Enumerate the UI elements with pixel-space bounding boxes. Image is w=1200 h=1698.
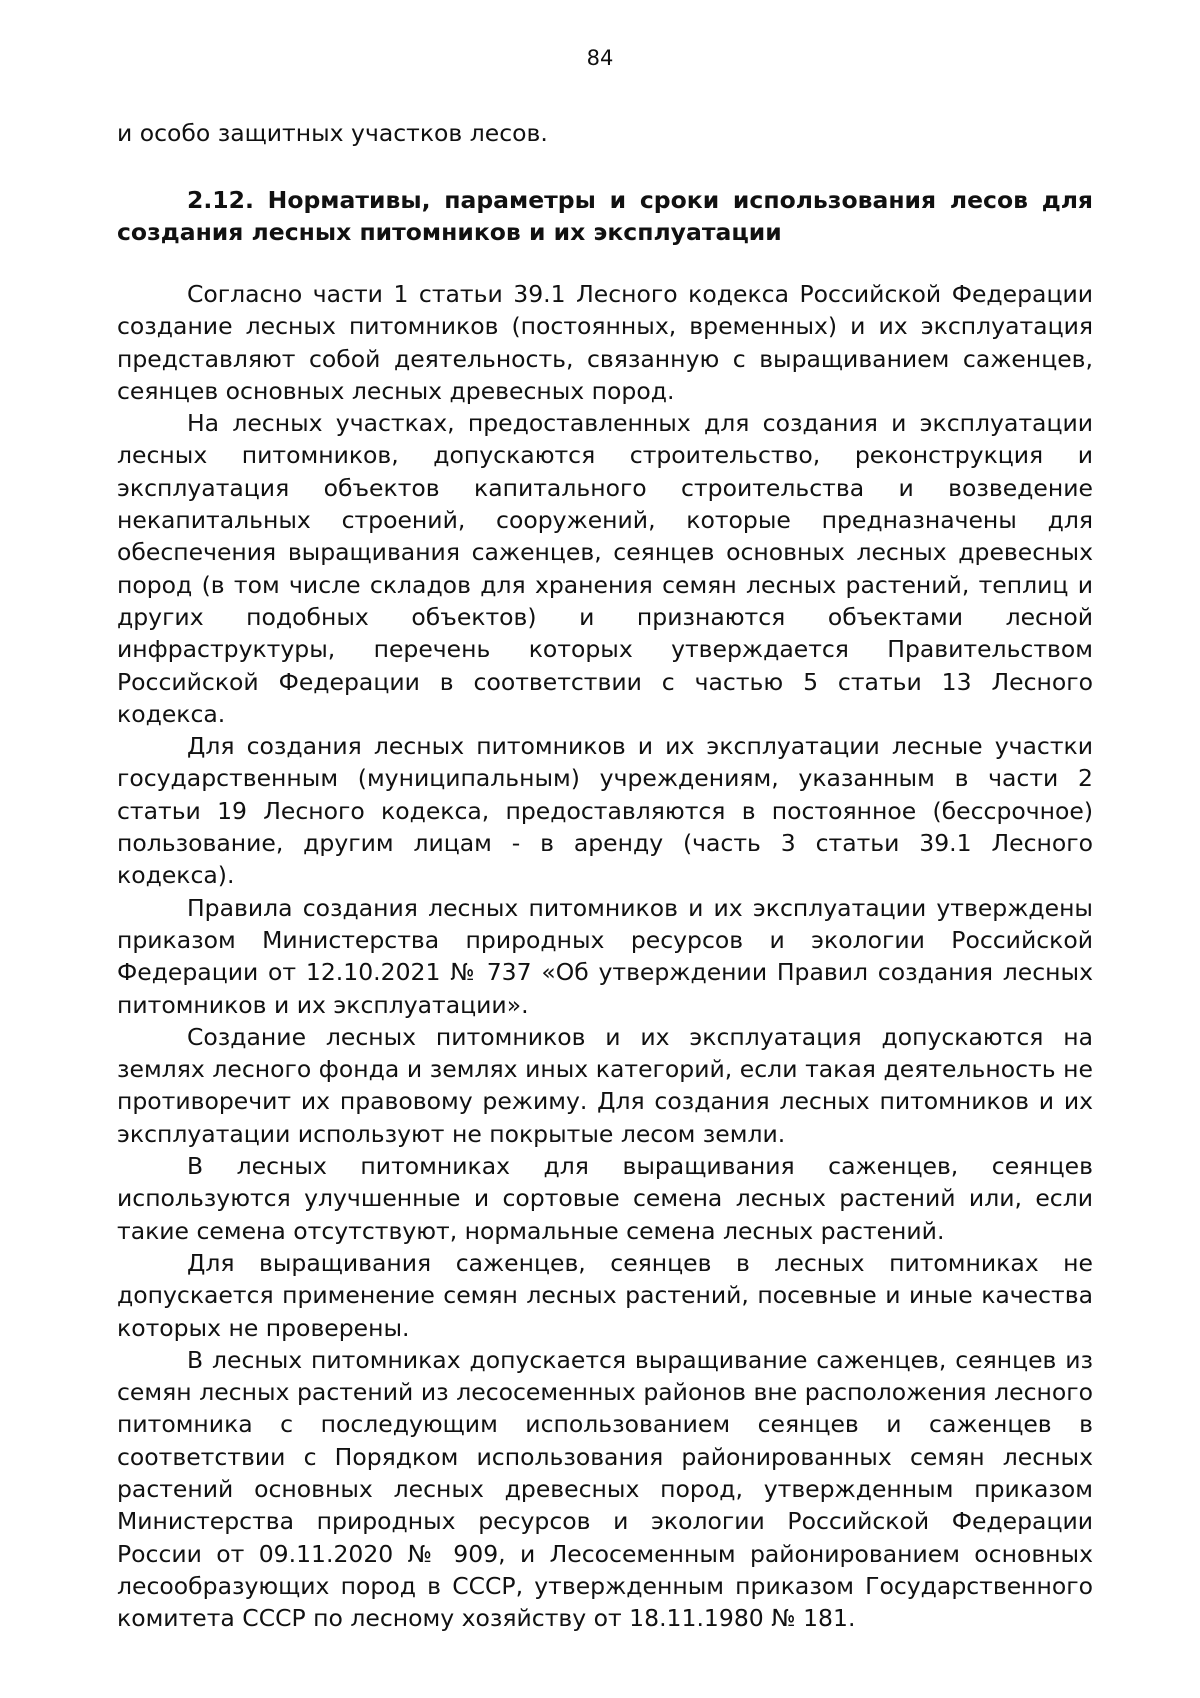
page-number: 84 [586, 46, 614, 70]
paragraph-1: Согласно части 1 статьи 39.1 Лесного кодекса Российской Федерации создание лесных питомников (постоянных, временных) и их эксплуатация представляют собой деятельность, связанную с выращиванием саженцев, сеянцев основных лесных древесных пород. [117, 280, 1093, 405]
body-text [117, 278, 1093, 1634]
section-heading: 2.12. Нормативы, параметры и сроки использования лесов для создания лесных питомников и их эксплуатации [117, 186, 1093, 247]
paragraph-6: В лесных питомниках для выращивания саженцев, сеянцев используются улучшенные и сортовые семена лесных растений или, если такие семена отсутствуют, нормальные семена лесных растений. [117, 1152, 1093, 1245]
paragraph-5: Создание лесных питомников и их эксплуатация допускаются на землях лесного фонда и землях иных категорий, если такая деятельность не противоречит их правовому режиму. Для создания лесных питомников и их эксплуатации используют не покрытые лесом земли. [117, 1022, 1093, 1148]
paragraph-7: Для выращивания саженцев, сеянцев в лесных питомниках не допускается применение семян лесных растений, посевные и иные качества которых не проверены. [117, 1248, 1093, 1342]
paragraph-8: В лесных питомниках допускается выращивание саженцев, сеянцев из семян лесных растений из лесосеменных районов вне расположения лесного питомника с последующим использованием сеянцев и саженцев в соответствии с Порядком использования районированных семян лесных растений основных лесных древесных пород, утвержденным приказом Министерства природных ресурсов и экологии Российской Федерации России от 09.11.2020 № 909, и Лесосеменным районированием основных лесообразующих пород в СССР, утвержденным приказом Государственного комитета СССР по лесному хозяйству от 18.11.1980 № 181. [117, 1345, 1093, 1633]
paragraph-4: Правила создания лесных питомников и их эксплуатации утверждены приказом Министерства природных ресурсов и экологии Российской Федерации от 12.10.2021 № 737 «Об утверждении Правил создания лесных питомников и их эксплуатации». [117, 893, 1093, 1019]
paragraph-2: На лесных участках, предоставленных для создания и эксплуатации лесных питомников, допускаются строительство, реконструкция и эксплуатация объектов капитального строительства и возведение некапитальных строений, сооружений, которые предназначены для обеспечения выращивания саженцев, сеянцев основных лесных древесных пород (в том числе складов для хранения семян лесных растений, теплиц и других подобных объектов) и признаются объектами лесной инфраструктуры, перечень которых утверждается Правительством Российской Федерации в соответствии с частью 5 статьи 13 Лесного кодекса. [117, 409, 1093, 728]
continuation-text: и особо защитных участков лесов. [117, 119, 548, 147]
paragraph-3: Для создания лесных питомников и их эксплуатации лесные участки государственным (муниципальным) учреждениям, указанным в части 2 статьи 19 Лесного кодекса, предоставляются в постоянное (бессрочное) пользование, другим лицам - в аренду (часть 3 статьи 39.1 Лесного кодекса). [117, 732, 1093, 890]
